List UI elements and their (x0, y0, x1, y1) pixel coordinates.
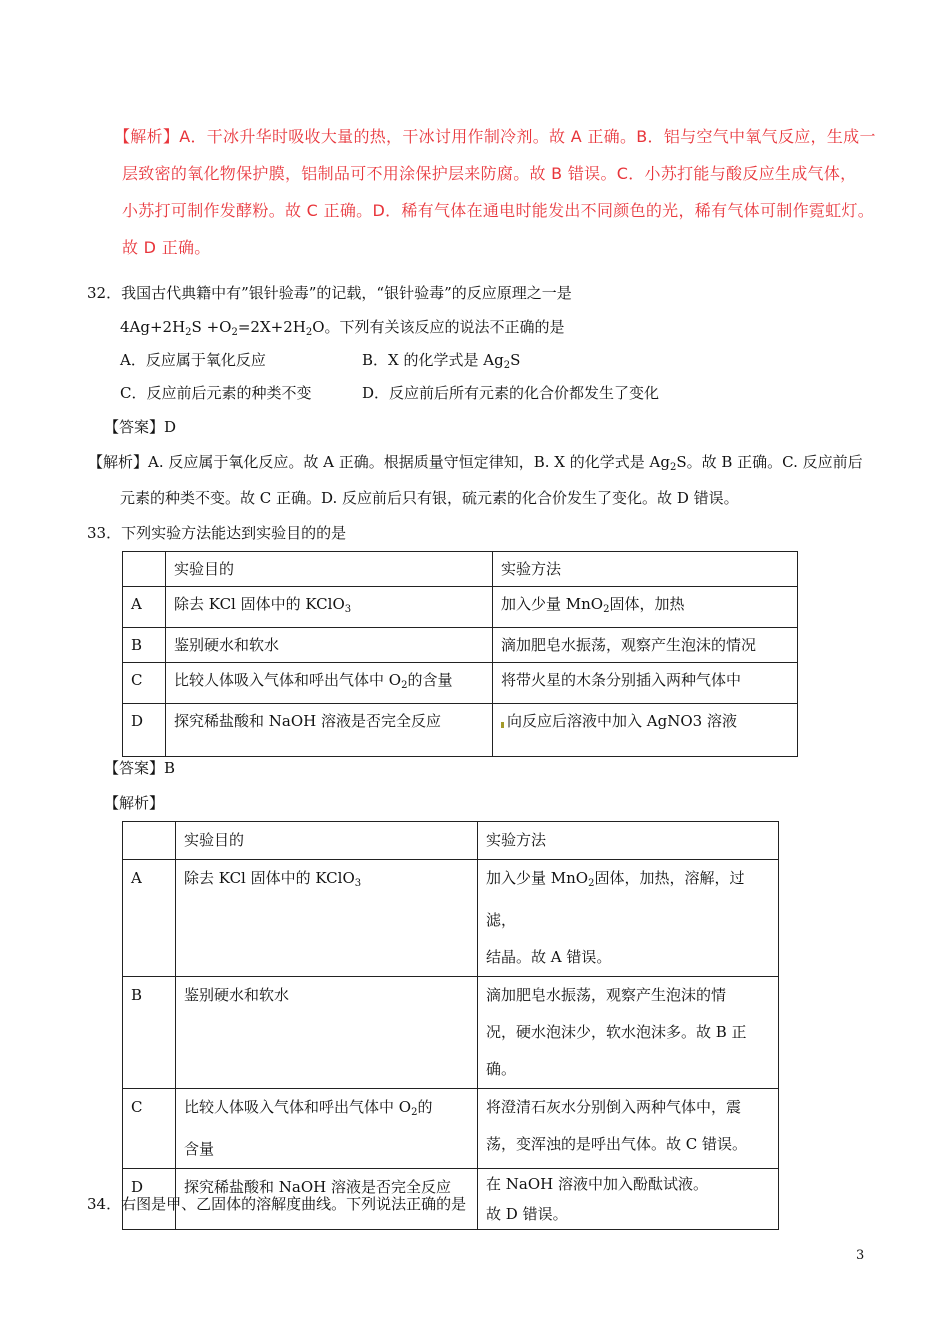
question-32-analysis-line1: 【解析】A. 反应属于氧化反应。故 A 正确。根据质量守恒定律知，B. X 的化学式是 $Ag_2S$。故 B 正确。C. 反应前后 (88, 453, 863, 473)
question-32-analysis-line2: 元素的种类不变。故 C 正确。D. 反应前后只有银，硫元素的化合价发生了变化。故 D 错误。 (120, 489, 739, 507)
table-cell: 将带火星的木条分别插入两种气体中 (493, 663, 798, 704)
row-label: C (123, 663, 166, 704)
table-cell: 在 NaOH 溶液中加入酚酞试液。 故 D 错误。 (478, 1169, 779, 1230)
row-label: D (123, 704, 166, 757)
row-label: A (123, 860, 176, 977)
question-32-equation: $4Ag+2H_2S +O_2=2X+2H_2O$。下列有关该反应的说法不正确的是 (120, 318, 565, 338)
question-34-stem: 34．右图是甲、乙固体的溶解度曲线。下列说法正确的是 (87, 1195, 467, 1213)
table-header-method: 实验方法 (478, 822, 779, 860)
row-label: B (123, 977, 176, 1089)
row-label: B (123, 628, 166, 663)
table-row (123, 822, 779, 860)
table-header-goal: 实验目的 (176, 822, 478, 860)
table-row (123, 977, 779, 1089)
analysis-31-line: 层致密的氧化物保护膜，铝制品可不用涂保护层来防腐。故 B 错误。C．小苏打能与酸反应生成气体， (122, 164, 857, 183)
question-33-answer: 【答案】B (104, 759, 176, 777)
analysis-31-line: 故 D 正确。 (122, 238, 211, 257)
analysis-31-line: 【解析】A．干冰升华时吸收大量的热，干冰讨用作制冷剂。故 A 正确。B．铝与空气中氧气反应，生成一 (114, 127, 876, 146)
table-row (123, 587, 798, 628)
table-header-method: 实验方法 (493, 552, 798, 587)
analysis-31 (114, 118, 882, 266)
table-cell: 鉴别硬水和软水 (176, 977, 478, 1089)
table-cell: 滴加肥皂水振荡，观察产生泡沫的情况 (493, 628, 798, 663)
table-cell: 比较人体吸入气体和呼出气体中 $O_2$的 含量 (176, 1089, 478, 1169)
row-label: D (123, 1169, 176, 1230)
table-row (123, 552, 798, 587)
table-cell: 向反应后溶液中加入 AgNO3 溶液 (493, 704, 798, 757)
table-row (123, 663, 798, 704)
question-32-option-d: D．反应前后所有元素的化合价都发生了变化 (362, 384, 660, 402)
table-cell: 加入少量 MnO$_2$固体，加热，溶解，过滤， 结晶。故 A 错误。 (478, 860, 779, 977)
row-label: C (123, 1089, 176, 1169)
question-32-option-a: A．反应属于氧化反应 (120, 351, 266, 369)
table-cell (123, 822, 176, 860)
question-32-option-c: C．反应前后元素的种类不变 (120, 384, 312, 402)
table-cell: 除去 KCl 固体中的 KClO$_3$ (176, 860, 478, 977)
table-cell: 比较人体吸入气体和呼出气体中 $O_2$的含量 (166, 663, 493, 704)
table-cell: 滴加肥皂水振荡，观察产生泡沫的情 况，硬水泡沫少，软水泡沫多。故 B 正 确。 (478, 977, 779, 1089)
question-33-table (122, 551, 798, 757)
row-label: A (123, 587, 166, 628)
table-header-goal: 实验目的 (166, 552, 493, 587)
table-cell: 加入少量 MnO$_2$固体，加热 (493, 587, 798, 628)
table-row (123, 704, 798, 757)
question-33-stem: 33．下列实验方法能达到实验目的的是 (87, 524, 347, 542)
analysis-31-line: 小苏打可制作发酵粉。故 C 正确。D．稀有气体在通电时能发出不同颜色的光，稀有气体可制作霓虹灯。 (122, 201, 875, 220)
table-cell: 探究稀盐酸和 NaOH 溶液是否完全反应 (176, 1169, 478, 1230)
table-cell: 探究稀盐酸和 NaOH 溶液是否完全反应 (166, 704, 493, 757)
question-32-answer: 【答案】D (104, 418, 177, 436)
cursor-mark (501, 722, 504, 728)
page-number: 3 (856, 1248, 865, 1263)
question-32-stem: 32．我国古代典籍中有”银针验毒”的记载，“银针验毒”的反应原理之一是 (87, 284, 572, 302)
table-cell: 鉴别硬水和软水 (166, 628, 493, 663)
table-row (123, 1089, 779, 1169)
question-33-analysis-title: 【解析】 (104, 794, 165, 812)
table-cell: 将澄清石灰水分别倒入两种气体中，震 荡，变浑浊的是呼出气体。故 C 错误。 (478, 1089, 779, 1169)
question-32-option-b: B．X 的化学式是 $Ag_2S$ (362, 351, 521, 371)
question-33-analysis-table (122, 821, 779, 1230)
table-row (123, 628, 798, 663)
table-cell (123, 552, 166, 587)
table-cell: 除去 KCl 固体中的 KClO$_3$ (166, 587, 493, 628)
table-row (123, 860, 779, 977)
